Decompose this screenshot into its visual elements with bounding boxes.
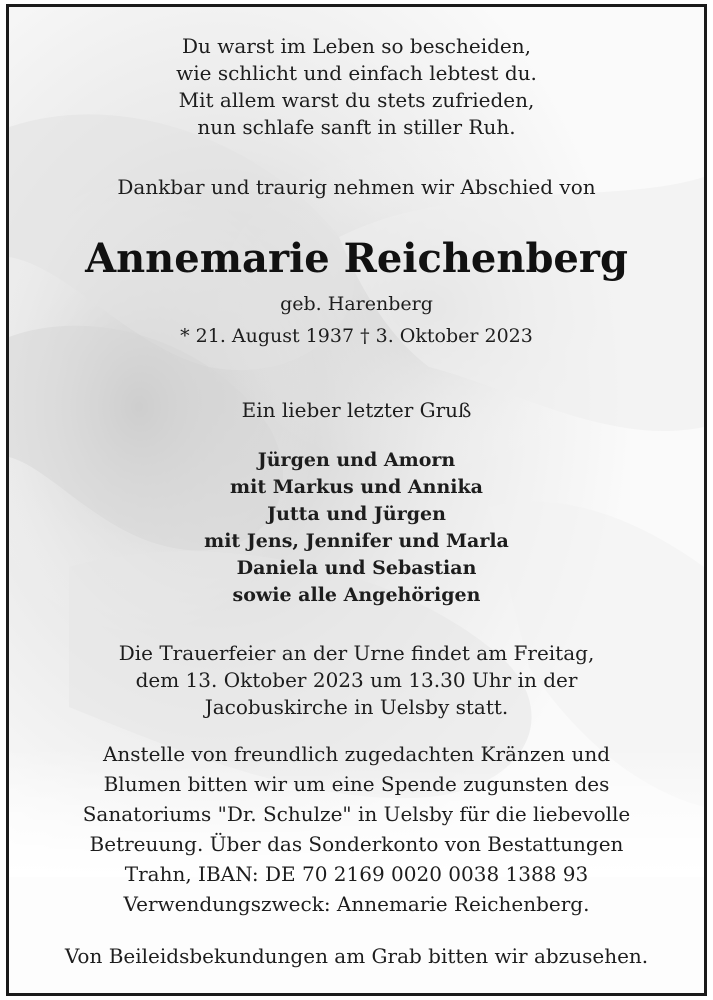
deceased-name: Annemarie Reichenberg [85, 235, 628, 282]
obituary-notice [6, 4, 707, 996]
donation-line: Anstelle von freundlich zugedachten Kränzen und [102, 742, 611, 766]
donation-line: Blumen bitten wir um eine Spende zugunsten des [103, 772, 610, 796]
family-member: Jürgen und Amorn [257, 449, 456, 471]
poem-line: nun schlafe sanft in stiller Ruh. [197, 115, 516, 139]
ceremony-info [9, 640, 704, 721]
ceremony-line: Die Trauerfeier an der Urne findet am Freitag, [118, 641, 595, 665]
family-member: mit Jens, Jennifer und Marla [204, 530, 509, 552]
last-greeting: Ein lieber letzter Gruß [241, 398, 472, 422]
family-member: Jutta und Jürgen [267, 503, 446, 525]
poem-line: wie schlicht und einfach lebtest du. [176, 61, 537, 85]
donation-line: Trahn, IBAN: DE 70 2169 0020 0038 1388 93 [124, 862, 589, 886]
donation-line: Sanatoriums "Dr. Schulze" in Uelsby für die liebevolle [82, 802, 631, 826]
ceremony-line: dem 13. Oktober 2023 um 13.30 Uhr in der [135, 668, 578, 692]
poem-line: Du warst im Leben so bescheiden, [181, 34, 531, 58]
birth-name: geb. Harenberg [280, 293, 433, 315]
donation-request [9, 739, 704, 919]
family-member: sowie alle Angehörigen [232, 584, 481, 606]
donation-line: Betreuung. Über das Sonderkonto von Bestattungen [89, 832, 624, 856]
donation-line: Verwendungszweck: Annemarie Reichenberg. [123, 892, 590, 916]
poem-line: Mit allem warst du stets zufrieden, [178, 88, 535, 112]
family-list [9, 447, 704, 609]
family-member: mit Markus und Annika [230, 476, 483, 498]
condolence-note: Von Beileidsbekundungen am Grab bitten wir abzusehen. [64, 944, 649, 968]
family-member: Daniela und Sebastian [236, 557, 477, 579]
farewell-intro: Dankbar und traurig nehmen wir Abschied von [117, 175, 596, 199]
life-dates: * 21. August 1937 † 3. Oktober 2023 [180, 325, 533, 347]
notice-text [9, 7, 704, 993]
ceremony-line: Jacobuskirche in Uelsby statt. [204, 695, 509, 719]
memorial-poem [9, 33, 704, 141]
